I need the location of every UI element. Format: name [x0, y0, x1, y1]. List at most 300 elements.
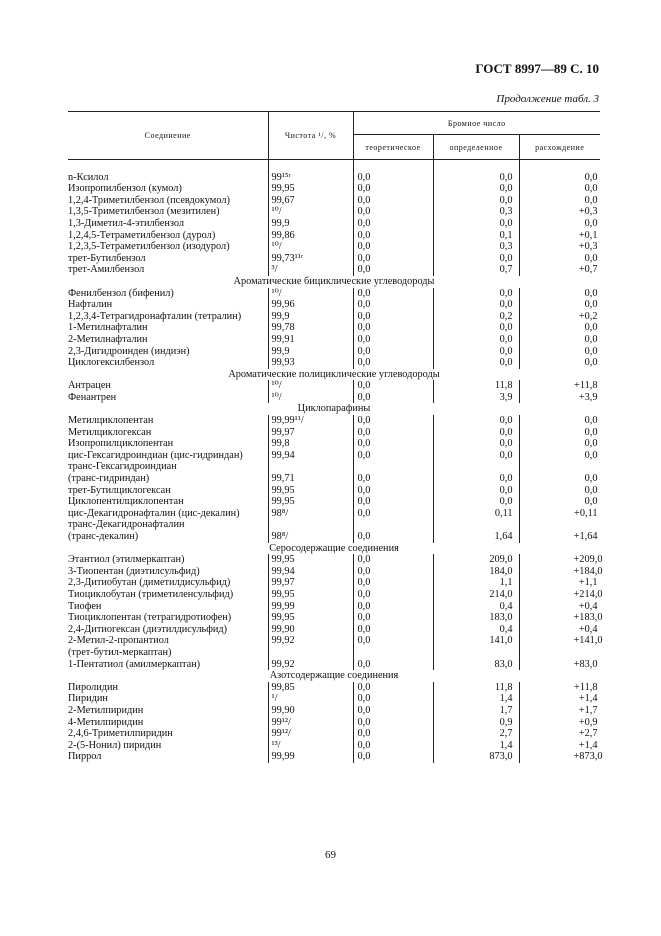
determined-value [433, 380, 519, 392]
determined-value-text: 0,0 [499, 171, 513, 183]
determined-value [433, 230, 519, 242]
table-row [68, 230, 600, 242]
col-header-difference: расхождение [519, 135, 600, 160]
table-row [68, 461, 600, 473]
table-continuation-label: Продолжение табл. 3 [496, 93, 599, 105]
table-row [68, 299, 600, 311]
difference-value-text: +141,0 [573, 635, 603, 647]
difference-value-text: +209,0 [573, 554, 603, 566]
difference-value [519, 693, 600, 705]
theoretical-value: 0,0 [353, 589, 433, 601]
determined-value-text: 184,0 [489, 565, 513, 577]
col-header-purity: Чистота ¹/, % [268, 112, 353, 160]
section-title-row [68, 543, 600, 555]
determined-value [433, 496, 519, 508]
purity-value: 99,93 [268, 357, 353, 369]
determined-value-text: 0,0 [499, 194, 513, 206]
difference-value-text: +214,0 [573, 588, 603, 600]
compound-name: 2,4,6-Триметилпиридин [68, 728, 173, 740]
difference-value-text: 0,0 [584, 345, 598, 357]
determined-value [433, 241, 519, 253]
purity-value: 99,85 [268, 682, 353, 694]
purity-value: ¹⁰/ [268, 392, 353, 404]
theoretical-value: 0,0 [353, 566, 433, 578]
determined-value-text: 1,4 [499, 739, 513, 751]
determined-value [433, 346, 519, 358]
theoretical-value: 0,0 [353, 230, 433, 242]
purity-value [268, 461, 353, 473]
compound-name: трет-Бутилбензол [68, 252, 146, 264]
difference-value-text: +1,4 [578, 693, 598, 705]
table-row [68, 647, 600, 659]
table-row [68, 183, 600, 195]
difference-value-text: 0,0 [584, 252, 598, 264]
theoretical-value: 0,0 [353, 450, 433, 462]
table-row [68, 288, 600, 300]
difference-value-text: +0,11 [574, 507, 598, 519]
determined-value [433, 195, 519, 207]
difference-value-text: 0,0 [584, 438, 598, 450]
theoretical-value: 0,0 [353, 380, 433, 392]
determined-value-text: 0,0 [499, 322, 513, 334]
compound-name: 2-(5-Нонил) пиридин [68, 739, 162, 751]
purity-value: 99,99 [268, 601, 353, 613]
table-row [68, 264, 600, 276]
difference-value [519, 473, 600, 485]
compound-name: цис-Гексагидроиндиан (цис-гидриндан) [68, 449, 243, 461]
difference-value [519, 531, 600, 543]
determined-value [433, 577, 519, 589]
difference-value-text: +83,0 [573, 658, 598, 670]
determined-value [433, 288, 519, 300]
difference-value-text: +1,4 [578, 739, 598, 751]
purity-value: ¹⁰/ [268, 206, 353, 218]
table-row [68, 172, 600, 184]
purity-value: 99,78 [268, 322, 353, 334]
theoretical-value: 0,0 [353, 427, 433, 439]
determined-value [433, 206, 519, 218]
difference-value-text: +0,4 [578, 623, 598, 635]
compound-name: 1-Метилнафталин [68, 322, 148, 334]
col-header-bromine-number: Бромное число [353, 112, 600, 135]
purity-value: 99,91 [268, 334, 353, 346]
compound-name: Циклогексилбензол [68, 357, 155, 369]
determined-value-text: 0,0 [499, 426, 513, 438]
determined-value [433, 508, 519, 520]
determined-value-text: 1,7 [499, 704, 513, 716]
determined-value [433, 612, 519, 624]
difference-value [519, 728, 600, 740]
table-row [68, 612, 600, 624]
compound-name: Фенантрен [68, 391, 117, 403]
compound-name: n-Ксилол [68, 171, 109, 183]
determined-value-text: 0,0 [499, 449, 513, 461]
determined-value [433, 554, 519, 566]
compound-name: Этантиол (этилмеркаптан) [68, 554, 185, 566]
theoretical-value: 0,0 [353, 241, 433, 253]
theoretical-value: 0,0 [353, 508, 433, 520]
determined-value [433, 415, 519, 427]
determined-value-text: 1,1 [499, 577, 513, 589]
purity-value: 99,97 [268, 427, 353, 439]
purity-value: 99,95 [268, 554, 353, 566]
determined-value [433, 682, 519, 694]
difference-value [519, 195, 600, 207]
purity-value: ¹⁰/ [268, 288, 353, 300]
theoretical-value: 0,0 [353, 195, 433, 207]
difference-value [519, 322, 600, 334]
difference-value [519, 565, 603, 578]
section-title-row [68, 403, 600, 415]
difference-value [519, 601, 600, 613]
table-row [68, 450, 600, 462]
compound-name: 1-Пентатиол (амилмеркаптан) [68, 658, 201, 670]
difference-value [519, 334, 600, 346]
purity-value: 99,97 [268, 577, 353, 589]
purity-value: 99,96 [268, 299, 353, 311]
determined-value-text: 0,0 [499, 183, 513, 195]
difference-value [519, 288, 600, 300]
purity-value: 99,92 [268, 659, 353, 671]
determined-value-text: 0,3 [499, 206, 513, 218]
purity-value: 99,90 [268, 705, 353, 717]
purity-value: 99,71 [268, 473, 353, 485]
difference-value-text: +1,7 [578, 704, 598, 716]
theoretical-value: 0,0 [353, 740, 433, 752]
table-row [68, 438, 600, 450]
determined-value [433, 450, 519, 462]
difference-value [519, 253, 600, 265]
bromine-number-table [68, 111, 603, 763]
table-row [68, 392, 600, 404]
determined-value [433, 461, 519, 473]
table-row [68, 496, 600, 508]
determined-value-text: 0,3 [499, 241, 513, 253]
theoretical-value: 0,0 [353, 635, 433, 647]
table-row [68, 589, 600, 601]
table-row [68, 717, 600, 729]
difference-value [519, 241, 600, 253]
table-row [68, 577, 600, 589]
determined-value [433, 427, 519, 439]
determined-value-text: 183,0 [489, 612, 513, 624]
theoretical-value: 0,0 [353, 612, 433, 624]
table-row [68, 508, 600, 520]
compound-name: Тиофен [68, 600, 102, 612]
purity-value: 99,9 [268, 311, 353, 323]
compound-name: (транс-декалин) [68, 531, 139, 542]
difference-value [519, 311, 600, 323]
determined-value-text: 0,0 [499, 333, 513, 345]
purity-value: ¹⁰/ [268, 380, 353, 392]
compound-name: 1,3-Диметил-4-этилбензол [68, 217, 184, 229]
theoretical-value: 0,0 [353, 288, 433, 300]
difference-value-text: +11,8 [574, 380, 598, 392]
determined-value-text: 0,0 [499, 217, 513, 229]
purity-value: ³/ [268, 264, 353, 276]
theoretical-value: 0,0 [353, 485, 433, 497]
purity-value: 99,73¹¹ʳ [268, 253, 353, 265]
theoretical-value: 0,0 [353, 751, 433, 763]
section-title-row [68, 276, 600, 288]
difference-value [519, 659, 600, 671]
theoretical-value: 0,0 [353, 392, 433, 404]
compound-name: трет-Бутилциклогексан [68, 484, 171, 496]
page-number: 69 [325, 849, 336, 861]
purity-value: 99,94 [268, 450, 353, 462]
difference-value [519, 346, 600, 358]
difference-value [519, 519, 600, 531]
compound-name: 2-Метил-2-пропантиол [68, 635, 169, 647]
table-row [68, 635, 600, 647]
difference-value-text: 0,0 [584, 171, 598, 183]
difference-value-text: +0,4 [578, 600, 598, 612]
col-header-theoretical: теоретическое [353, 135, 433, 160]
determined-value-text: 0,1 [499, 229, 513, 241]
determined-value [433, 218, 519, 230]
difference-value-text: 0,0 [584, 322, 598, 334]
table-row [68, 427, 600, 439]
theoretical-value: 0,0 [353, 322, 433, 334]
difference-value [519, 485, 600, 497]
compound-name: трет-Амилбензол [68, 264, 145, 276]
compound-name: 1,2,4,5-Тетраметилбензол (дурол) [68, 229, 216, 241]
determined-value-text: 0,0 [499, 473, 513, 485]
difference-value-text: +0,9 [578, 716, 598, 728]
difference-value [519, 682, 600, 694]
difference-value [519, 438, 600, 450]
determined-value [433, 717, 519, 729]
section-title: Ароматические полициклические углеводороды [228, 368, 440, 380]
difference-value-text: 0,0 [584, 299, 598, 311]
theoretical-value: 0,0 [353, 172, 433, 184]
determined-value [433, 172, 519, 184]
theoretical-value: 0,0 [353, 693, 433, 705]
determined-value [433, 264, 519, 276]
theoretical-value: 0,0 [353, 473, 433, 485]
compound-name: (трет-бутил-меркаптан) [68, 646, 172, 658]
determined-value [433, 473, 519, 485]
table-row [68, 218, 600, 230]
determined-value-text: 209,0 [489, 554, 513, 566]
difference-value-text: 0,0 [584, 357, 598, 369]
difference-value [519, 554, 603, 566]
determined-value-text: 0,2 [499, 310, 513, 322]
difference-value [519, 392, 600, 404]
theoretical-value: 0,0 [353, 496, 433, 508]
table-row [68, 705, 600, 717]
purity-value: 99,95 [268, 183, 353, 195]
determined-value [433, 253, 519, 265]
difference-value [519, 427, 600, 439]
table-row [68, 519, 600, 531]
theoretical-value: 0,0 [353, 206, 433, 218]
determined-value-text: 214,0 [489, 588, 513, 600]
purity-value: 99,86 [268, 230, 353, 242]
section-title: Азотсодержащие соединения [269, 670, 399, 682]
determined-value-text: 0,0 [499, 496, 513, 508]
table-row [68, 624, 600, 636]
theoretical-value: 0,0 [353, 218, 433, 230]
purity-value [268, 647, 353, 659]
difference-value-text: 0,0 [584, 496, 598, 508]
compound-name: 2-Метилпиридин [68, 704, 144, 716]
table-row [68, 751, 600, 763]
theoretical-value: 0,0 [353, 682, 433, 694]
difference-value [519, 577, 600, 589]
table-row [68, 485, 600, 497]
theoretical-value [353, 647, 433, 659]
theoretical-value: 0,0 [353, 531, 433, 543]
section-title: Ароматические бициклические углеводороды [233, 275, 435, 287]
theoretical-value: 0,0 [353, 659, 433, 671]
difference-value-text: 0,0 [584, 415, 598, 427]
theoretical-value: 0,0 [353, 311, 433, 323]
table-row [68, 740, 600, 752]
difference-value [519, 183, 600, 195]
determined-value-text: 0,4 [499, 623, 513, 635]
difference-value [519, 647, 600, 659]
theoretical-value: 0,0 [353, 601, 433, 613]
compound-name: Изопропилбензол (кумол) [68, 183, 182, 195]
difference-value [519, 415, 600, 427]
determined-value-text: 0,0 [499, 345, 513, 357]
difference-value-text: 0,0 [584, 449, 598, 461]
determined-value-text: 0,9 [499, 716, 513, 728]
difference-value [519, 172, 600, 184]
table-row [68, 334, 600, 346]
compound-name: 1,2,4-Триметилбензол (псевдокумол) [68, 194, 230, 206]
table-body [68, 160, 603, 763]
compound-name: Антрацен [68, 380, 111, 392]
determined-value-text: 3,9 [499, 391, 513, 403]
determined-value [433, 589, 519, 601]
determined-value [433, 519, 519, 531]
table-row [68, 195, 600, 207]
determined-value [433, 392, 519, 404]
table-row [68, 322, 600, 334]
determined-value-text: 0,0 [499, 287, 513, 299]
theoretical-value: 0,0 [353, 415, 433, 427]
difference-value-text: +1,1 [578, 577, 598, 589]
determined-value [433, 322, 519, 334]
determined-value-text: 0,7 [499, 264, 513, 276]
compound-name: Изопропилциклопентан [68, 438, 174, 450]
purity-value: 99¹²/ [268, 717, 353, 729]
section-title: Циклопарафины [297, 403, 371, 415]
table-row [68, 241, 600, 253]
determined-value [433, 705, 519, 717]
determined-value [433, 485, 519, 497]
table-row [68, 693, 600, 705]
theoretical-value: 0,0 [353, 253, 433, 265]
table-row [68, 253, 600, 265]
purity-value: ¹³/ [268, 740, 353, 752]
compound-name: Метилциклогексан [68, 426, 152, 438]
determined-value-text: 0,4 [499, 600, 513, 612]
theoretical-value: 0,0 [353, 299, 433, 311]
difference-value-text: +184,0 [573, 565, 603, 577]
table-row [68, 206, 600, 218]
theoretical-value [353, 461, 433, 473]
table-row [68, 311, 600, 323]
purity-value: 99,95 [268, 612, 353, 624]
determined-value [433, 624, 519, 636]
compound-name: 1,2,3,5-Тетраметилбензол (изодурол) [68, 241, 230, 253]
determined-value-text: 83,0 [494, 658, 513, 670]
compound-name: (транс-гидриндан) [68, 473, 150, 485]
difference-value-text: 0,0 [584, 473, 598, 485]
difference-value-text: +183,0 [573, 612, 603, 624]
determined-value-text: 0,0 [499, 415, 513, 427]
determined-value-text: 2,7 [499, 728, 513, 740]
purity-value: 99,95 [268, 589, 353, 601]
difference-value [519, 461, 600, 473]
difference-value-text: 0,0 [584, 287, 598, 299]
difference-value-text: +0,2 [578, 310, 598, 322]
theoretical-value: 0,0 [353, 717, 433, 729]
determined-value-text: 1,64 [494, 531, 513, 542]
compound-name: 2-Метилнафталин [68, 333, 148, 345]
determined-value-text: 873,0 [489, 751, 513, 763]
difference-value-text: 0,0 [584, 426, 598, 438]
difference-value [519, 299, 600, 311]
difference-value [519, 705, 600, 717]
table-row [68, 659, 600, 671]
table-row [68, 728, 600, 740]
difference-value-text: +2,7 [578, 728, 598, 740]
compound-name: 3-Тиопентан (диэтилсульфид) [68, 565, 200, 577]
difference-value [519, 751, 603, 763]
difference-value [519, 450, 600, 462]
difference-value-text: 0,0 [584, 217, 598, 229]
compound-name: Фенилбензол (бифенил) [68, 287, 174, 299]
compound-name: Нафталин [68, 299, 113, 311]
difference-value-text: +0,7 [578, 264, 598, 276]
theoretical-value [353, 519, 433, 531]
theoretical-value: 0,0 [353, 554, 433, 566]
determined-value-text: 0,0 [499, 438, 513, 450]
determined-value [433, 311, 519, 323]
purity-value: 99,99¹¹/ [268, 415, 353, 427]
difference-value [519, 357, 600, 369]
table-row [68, 682, 600, 694]
difference-value [519, 624, 600, 636]
table-row [68, 473, 600, 485]
difference-value-text: +0,3 [578, 206, 598, 218]
difference-value-text: 0,0 [584, 333, 598, 345]
table-row [68, 554, 600, 566]
compound-name: Пиридин [68, 693, 108, 705]
purity-value: 99,92 [268, 635, 353, 647]
purity-value: 98⁸/ [268, 531, 353, 543]
purity-value: 99,9 [268, 218, 353, 230]
determined-value [433, 647, 519, 659]
determined-value [433, 438, 519, 450]
theoretical-value: 0,0 [353, 577, 433, 589]
purity-value: 99,90 [268, 624, 353, 636]
determined-value-text: 0,0 [499, 299, 513, 311]
compound-name: Циклопентилциклопентан [68, 496, 184, 508]
section-title-row [68, 369, 600, 381]
determined-value-text: 1,4 [499, 693, 513, 705]
determined-value [433, 299, 519, 311]
standard-header: ГОСТ 8997—89 С. 10 [475, 61, 599, 76]
purity-value: 99¹⁵ʳ [268, 172, 353, 184]
determined-value-text: 0,11 [494, 507, 513, 519]
difference-value-text: 0,0 [584, 194, 598, 206]
table-row [68, 531, 600, 543]
